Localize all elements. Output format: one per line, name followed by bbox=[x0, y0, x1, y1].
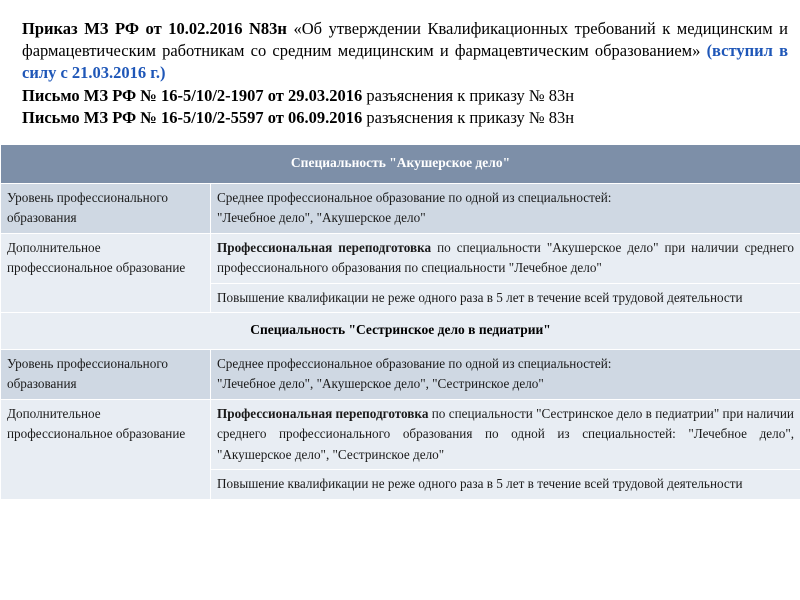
letter-2-text: разъяснения к приказу № 83н bbox=[362, 108, 575, 127]
table-row bbox=[1, 349, 800, 399]
section-1-level-value bbox=[211, 183, 800, 233]
letter-1-title: Письмо МЗ РФ № 16-5/10/2-1907 от 29.03.2016 bbox=[22, 86, 363, 105]
section-1-extra-label: Дополнительное профессиональное образование bbox=[1, 233, 211, 313]
table-row bbox=[1, 183, 800, 233]
section-1-retrain-text: по специальности "Акушерское дело" при наличии среднего профессионального образования по специальности "Лечебное дело" bbox=[217, 239, 794, 275]
section-1-retrain-bold: Профессиональная переподготовка bbox=[217, 239, 432, 255]
section-1-title: Специальность "Акушерское дело" bbox=[1, 145, 800, 184]
section-1-qualification-value: Повышение квалификации не реже одного раза в 5 лет в течение всей трудовой деятельности bbox=[211, 283, 800, 313]
section-2-level-label: Уровень профессионального образования bbox=[1, 349, 211, 399]
section-1-banner bbox=[1, 145, 800, 184]
letter-1-text: разъяснения к приказу № 83н bbox=[362, 86, 575, 105]
table-row bbox=[1, 399, 800, 470]
section-2-level-line-2: "Лечебное дело", "Акушерское дело", "Сестринское дело" bbox=[217, 376, 544, 391]
order-paragraph bbox=[22, 18, 788, 84]
section-1-level-line-1: Среднее профессиональное образование по одной из специальностей: bbox=[217, 189, 612, 205]
section-2-title: Специальность "Сестринское дело в педиатрии" bbox=[1, 313, 800, 350]
requirements-table bbox=[0, 144, 800, 500]
section-1-level-line-2: "Лечебное дело", "Акушерское дело" bbox=[217, 210, 426, 225]
section-2-retrain-text: по специальности "Сестринское дело в педиатрии" при наличии среднего профессионального образования по одной из специальностей: "Лечебное дело", "Акушерское дело", "Сестринское дело" bbox=[217, 405, 794, 462]
order-description: «Об утверждении Квалификационных требований к медицинским и фармацевтическим работникам со средним медицинским и фармацевтическим образованием» bbox=[22, 19, 789, 60]
table-row bbox=[1, 233, 800, 283]
section-2-retrain-bold: Профессиональная переподготовка bbox=[217, 405, 429, 421]
letter-1 bbox=[22, 85, 788, 107]
section-2-level-line-1: Среднее профессиональное образование по одной из специальностей: bbox=[217, 355, 612, 371]
section-2-retrain-value bbox=[211, 399, 800, 470]
order-effective-date: (вступил в силу с 21.03.2016 г.) bbox=[22, 41, 788, 82]
section-1-level-label: Уровень профессионального образования bbox=[1, 183, 211, 233]
document-header bbox=[22, 18, 788, 129]
letter-2-title: Письмо МЗ РФ № 16-5/10/2-5597 от 06.09.2016 bbox=[22, 108, 363, 127]
order-title: Приказ МЗ РФ от 10.02.2016 N83н bbox=[22, 19, 287, 38]
section-2-qualification-value: Повышение квалификации не реже одного раза в 5 лет в течение всей трудовой деятельности bbox=[211, 470, 800, 500]
section-2-banner bbox=[1, 313, 800, 350]
letter-2 bbox=[22, 107, 788, 129]
section-1-retrain-value bbox=[211, 233, 800, 283]
section-2-level-value bbox=[211, 349, 800, 399]
section-2-extra-label: Дополнительное профессиональное образование bbox=[1, 399, 211, 499]
